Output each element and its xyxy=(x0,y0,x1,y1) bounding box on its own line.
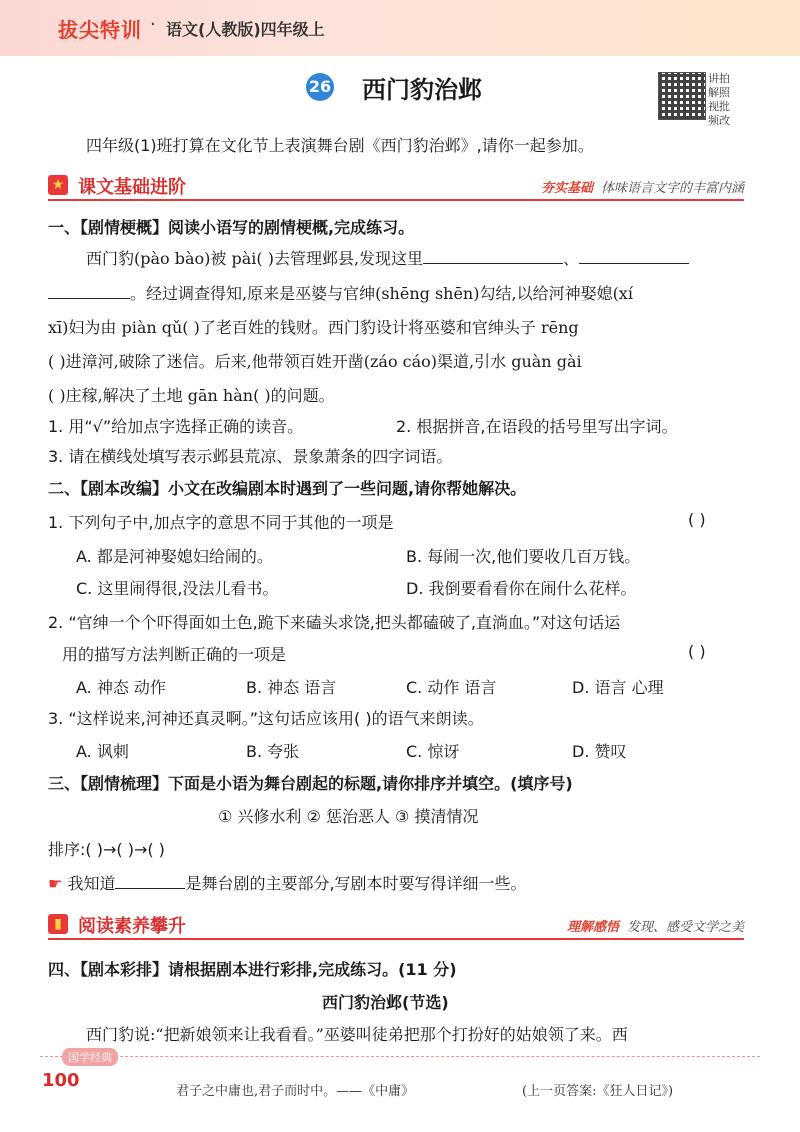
option-d[interactable]: D. 赞叹 xyxy=(572,742,627,761)
part2-q2: 2. “官绅一个个吓得面如土色,跪下来磕头求饶,把头都磕破了,直淌血。”对这句话运 xyxy=(48,613,621,632)
page-number: 100 xyxy=(42,1070,80,1091)
part2-q3: 3. “这样说来,河神还真灵啊。”这句话应该用( )的语气来朗读。 xyxy=(48,709,484,728)
lesson-number-badge: 26 xyxy=(306,73,334,101)
lesson-title: 西门豹治邺 xyxy=(362,76,482,104)
blank-1[interactable] xyxy=(423,249,563,264)
qr-code-icon[interactable] xyxy=(658,72,706,120)
option-c[interactable]: C. 这里闹得很,没法儿看书。 xyxy=(76,579,279,598)
option-a[interactable]: A. 讽刺 xyxy=(76,742,129,761)
footer-quote: 君子之中庸也,君子而时中。——《中庸》 xyxy=(176,1084,415,1099)
option-c[interactable]: C. 惊讶 xyxy=(406,742,460,761)
part3-heading: 三、【剧情梳理】下面是小语为舞台剧起的标题,请你排序并填空。(填序号) xyxy=(48,774,573,793)
part1-heading: 一、【剧情梗概】阅读小语写的剧情梗概,完成练习。 xyxy=(48,218,415,237)
section-subtitle: 理解感悟 发现、感受文学之美 xyxy=(566,920,744,935)
plot-line-1: 西门豹(pào bào)被 pài( )去管理邺县,发现这里 、 xyxy=(86,246,689,269)
qr-label: 讲拍 解照 视批 频改 xyxy=(708,72,730,127)
part1-q2: 2. 根据拼音,在语段的括号里写出字词。 xyxy=(396,417,678,436)
know-line: ☛ 我知道 是舞台剧的主要部分,写剧本时要写得详细一些。 xyxy=(48,874,527,893)
part4-heading: 四、【剧本彩排】请根据剧本进行彩排,完成练习。(11 分) xyxy=(48,960,457,979)
plot-line-2: 。经过调查得知,原来是巫婆与官绅(shēng shēn)勾结,以给河神娶媳(xí xyxy=(48,281,633,304)
part1-q3: 3. 请在横线处填写表示邺县荒凉、景象萧条的四字词语。 xyxy=(48,447,453,466)
brand-logo: 拔尖特训 xyxy=(58,18,142,42)
part2-q2-cont: 用的描写方法判断正确的一项是 xyxy=(62,645,287,664)
footer-answer: (上一页答案:《狂人日记》) xyxy=(522,1084,674,1099)
book-icon: ▮ xyxy=(48,914,68,934)
plot-line-4: ( )进漳河,破除了迷信。后来,他带领百姓开凿(záo cáo)渠道,引水 guàn gài xyxy=(48,352,582,371)
part2-q2-answer[interactable]: ( ) xyxy=(688,642,706,661)
option-d[interactable]: D. 我倒要看看你在闹什么花样。 xyxy=(406,579,637,598)
know-blank[interactable] xyxy=(115,874,185,889)
footer-tag: 国学经典 xyxy=(62,1048,118,1066)
section-reading-header xyxy=(48,914,744,940)
plot-line-3: xī)妇为由 piàn qǔ( )了老百姓的钱财。西门豹设计将巫婆和官绅头子 rēng xyxy=(48,318,579,337)
section-subtitle: 夯实基础 体味语言文字的丰富内涵 xyxy=(540,181,744,196)
option-b[interactable]: B. 每闹一次,他们要收几百万钱。 xyxy=(406,547,641,566)
excerpt-paragraph: 西门豹说:“把新娘领来让我看看。”巫婆叫徒弟把那个打扮好的姑娘领了来。西 xyxy=(86,1025,628,1044)
plot-line-5: ( )庄稼,解决了土地 gān hàn( )的问题。 xyxy=(48,386,335,405)
footer-divider xyxy=(40,1056,760,1057)
option-d[interactable]: D. 语言 心理 xyxy=(572,678,664,697)
option-a[interactable]: A. 都是河神娶媳妇给闹的。 xyxy=(76,547,273,566)
part1-q1: 1. 用“√”给加点字选择正确的读音。 xyxy=(48,417,304,436)
part2-q1: 1. 下列句子中,加点字的意思不同于其他的一项是 xyxy=(48,513,394,532)
section-title: 阅读素养攀升 xyxy=(78,916,186,937)
section-basic-header xyxy=(48,175,744,201)
part2-q1-answer[interactable]: ( ) xyxy=(688,510,706,529)
blank-2[interactable] xyxy=(579,249,689,264)
excerpt-title: 西门豹治邺(节选) xyxy=(322,993,449,1012)
title-items: ① 兴修水利 ② 惩治恶人 ③ 摸清情况 xyxy=(218,807,479,826)
subject-label: 语文(人教版)四年级上 xyxy=(166,20,325,39)
blank-3[interactable] xyxy=(48,284,130,299)
intro-text: 四年级(1)班打算在文化节上表演舞台剧《西门豹治邺》,请你一起参加。 xyxy=(86,136,594,155)
option-c[interactable]: C. 动作 语言 xyxy=(406,678,497,697)
hand-pointer-icon: ☛ xyxy=(48,874,63,893)
section-title: 课文基础进阶 xyxy=(78,177,186,198)
option-b[interactable]: B. 神态 语言 xyxy=(246,678,337,697)
header-dot: · xyxy=(150,14,156,35)
star-icon: ★ xyxy=(48,175,68,195)
option-a[interactable]: A. 神态 动作 xyxy=(76,678,166,697)
part2-heading: 二、【剧本改编】小文在改编剧本时遇到了一些问题,请你帮她解决。 xyxy=(48,479,527,498)
order-answer[interactable]: 排序:( )→( )→( ) xyxy=(48,840,165,859)
option-b[interactable]: B. 夸张 xyxy=(246,742,300,761)
